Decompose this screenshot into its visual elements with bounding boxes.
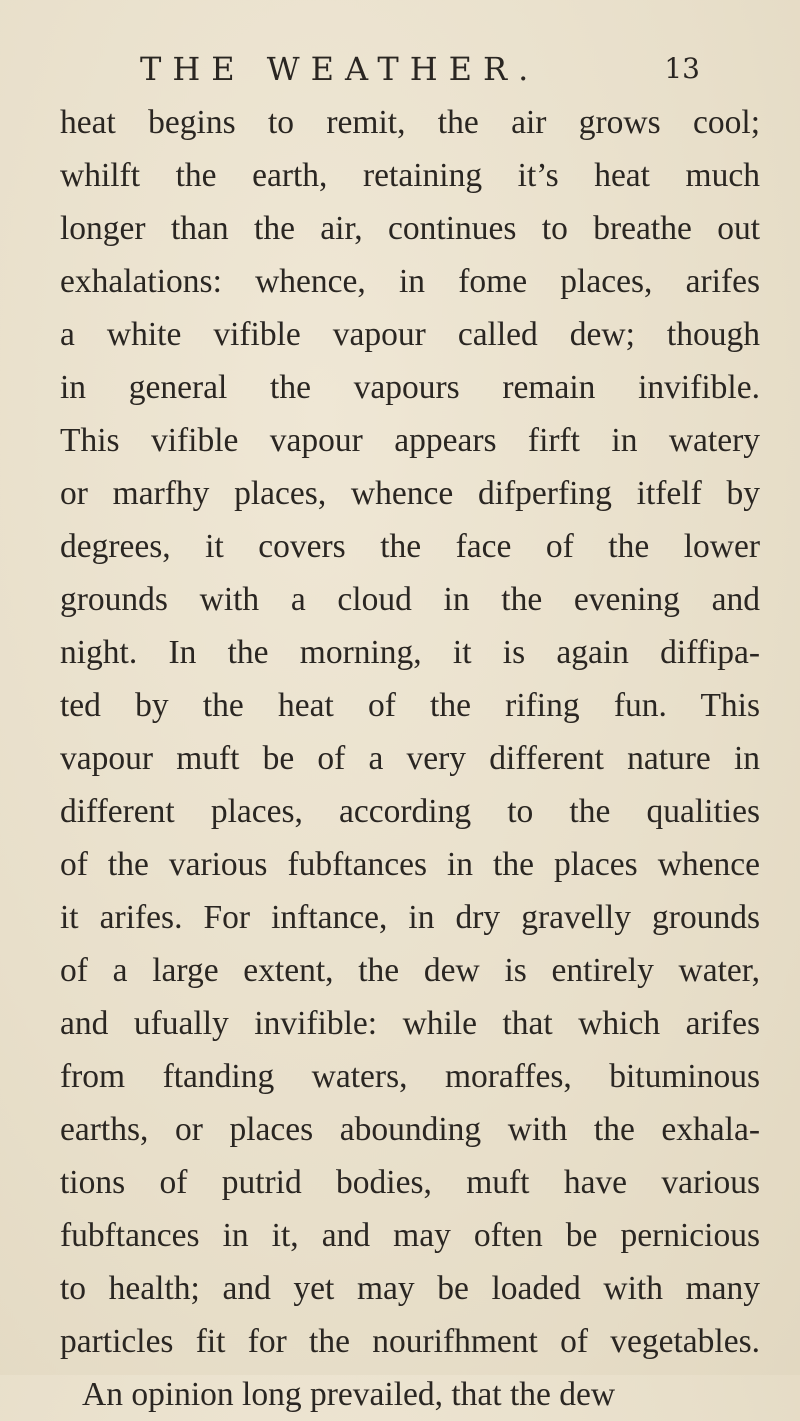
text-line: different places, according to the qualities xyxy=(60,793,760,830)
text-line: or marfhy places, whence difperfing itfelf by xyxy=(60,475,760,512)
text-line: particles fit for the nourifhment of vegetables. xyxy=(60,1323,760,1360)
running-head xyxy=(140,50,700,94)
text-line: ted by the heat of the rifing fun. This xyxy=(60,687,760,724)
body-text xyxy=(60,96,760,1421)
text-line: a white vifible vapour called dew; though xyxy=(60,316,760,353)
text-line: night. In the morning, it is again diffipa- xyxy=(60,634,760,671)
text-line: exhalations: whence, in fome places, arifes xyxy=(60,263,760,300)
text-line: grounds with a cloud in the evening and xyxy=(60,581,760,618)
text-line: it arifes. For inftance, in dry gravelly grounds xyxy=(60,899,760,936)
text-line: of the various fubftances in the places whence xyxy=(60,846,760,883)
text-line: to health; and yet may be loaded with many xyxy=(60,1270,760,1307)
text-line: tions of putrid bodies, muft have various xyxy=(60,1164,760,1201)
text-line: and ufually invifible: while that which arifes xyxy=(60,1005,760,1042)
text-line: This vifible vapour appears firft in watery xyxy=(60,422,760,459)
text-line: whilft the earth, retaining it’s heat much xyxy=(60,157,760,194)
running-head-title: THE WEATHER. xyxy=(140,50,540,88)
text-line: vapour muft be of a very different nature in xyxy=(60,740,760,777)
text-line: longer than the air, continues to breathe out xyxy=(60,210,760,247)
text-line: heat begins to remit, the air grows cool; xyxy=(60,104,760,141)
page-number: 13 xyxy=(664,52,700,85)
text-line: in general the vapours remain invifible. xyxy=(60,369,760,406)
text-line: An opinion long prevailed, that the dew xyxy=(82,1376,616,1413)
text-line: degrees, it covers the face of the lower xyxy=(60,528,760,565)
text-line: earths, or places abounding with the exhala- xyxy=(60,1111,760,1148)
text-line: fubftances in it, and may often be pernicious xyxy=(60,1217,760,1254)
text-line: from ftanding waters, moraffes, bituminous xyxy=(60,1058,760,1095)
text-line: of a large extent, the dew is entirely water, xyxy=(60,952,760,989)
